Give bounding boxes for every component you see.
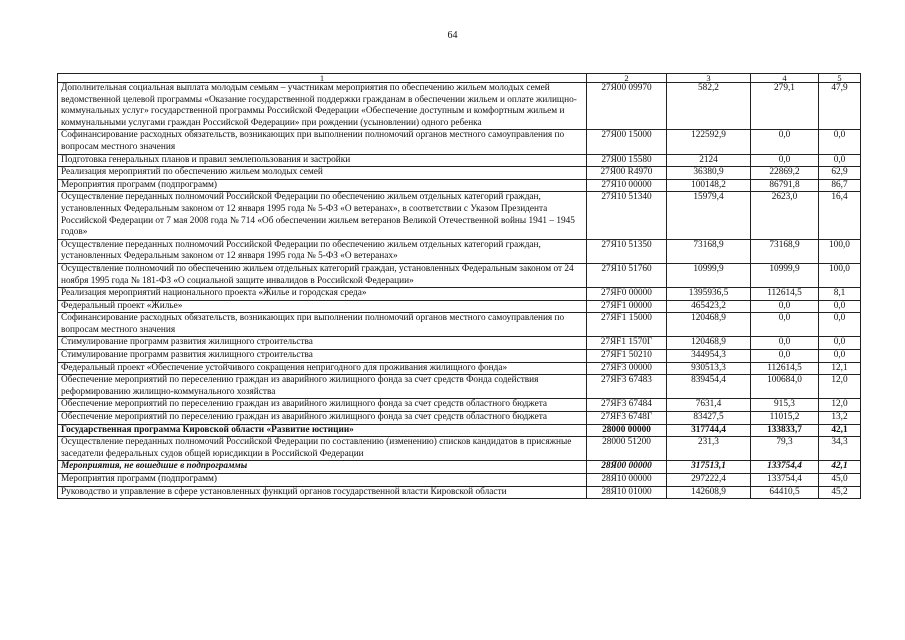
row-code-cell: 27Я00 15580 xyxy=(587,154,667,167)
table-row xyxy=(58,399,861,412)
row-name-cell: Федеральный проект «Обеспечение устойчивого сокращения непригодного для проживания жилищного фонда» xyxy=(58,362,587,375)
table-row xyxy=(58,154,861,167)
row-code-cell: 28000 51200 xyxy=(587,437,667,461)
column-header-2: 2 xyxy=(587,74,667,83)
row-code-cell: 27ЯF3 00000 xyxy=(587,362,667,375)
row-value-col4: 79,3 xyxy=(751,437,819,461)
page-number: 64 xyxy=(447,30,458,41)
row-value-col4: 0,0 xyxy=(751,300,819,313)
column-header-4: 4 xyxy=(751,74,819,83)
table-row xyxy=(58,130,861,154)
row-value-col3: 839454,4 xyxy=(667,375,751,399)
row-value-col3: 930513,3 xyxy=(667,362,751,375)
row-value-col5: 45,2 xyxy=(819,486,861,499)
row-code-cell: 27ЯF3 6748Г xyxy=(587,412,667,425)
row-code-cell: 27Я00 15000 xyxy=(587,130,667,154)
row-name-cell: Реализация мероприятий по обеспечению жильем молодых семей xyxy=(58,167,587,180)
row-value-col4: 100684,0 xyxy=(751,375,819,399)
table-row xyxy=(58,412,861,425)
row-name-cell: Стимулирование программ развития жилищного строительства xyxy=(58,350,587,363)
row-name-cell: Мероприятия программ (подпрограмм) xyxy=(58,474,587,487)
row-value-col5: 16,4 xyxy=(819,192,861,239)
row-value-col4: 10999,9 xyxy=(751,263,819,287)
row-value-col5: 42,1 xyxy=(819,461,861,474)
row-value-col3: 1395936,5 xyxy=(667,288,751,301)
row-code-cell: 27ЯF0 00000 xyxy=(587,288,667,301)
table-row xyxy=(58,375,861,399)
row-value-col5: 0,0 xyxy=(819,130,861,154)
row-code-cell: 28Я00 00000 xyxy=(587,461,667,474)
row-code-cell: 27Я00 R4970 xyxy=(587,167,667,180)
table-header-row xyxy=(58,74,861,83)
column-header-1: 1 xyxy=(58,74,587,83)
row-value-col4: 0,0 xyxy=(751,313,819,337)
table-row xyxy=(58,461,861,474)
row-value-col4: 0,0 xyxy=(751,337,819,350)
row-value-col3: 15979,4 xyxy=(667,192,751,239)
row-value-col5: 100,0 xyxy=(819,239,861,263)
table-row xyxy=(58,337,861,350)
row-name-cell: Руководство и управление в сфере установленных функций органов государственной власти Кировской области xyxy=(58,486,587,499)
row-value-col5: 8,1 xyxy=(819,288,861,301)
row-name-cell: Осуществление переданных полномочий Российской Федерации по обеспечению жильем отдельных категорий граждан, установленных Федеральным законом от 12 января 1995 года № 5-ФЗ «О ветеранах», в соответствии с Указом Президента Российской Федерации от 7 мая 2008 года № 714 «Об обеспечении жильем ветеранов Великой Отечественной войны 1941 – 1945 годов» xyxy=(58,192,587,239)
table-body xyxy=(58,83,861,499)
row-code-cell: 27ЯF1 50210 xyxy=(587,350,667,363)
row-code-cell: 27Я10 51350 xyxy=(587,239,667,263)
row-value-col4: 73168,9 xyxy=(751,239,819,263)
row-code-cell: 27ЯF3 67483 xyxy=(587,375,667,399)
row-code-cell: 27Я10 00000 xyxy=(587,179,667,192)
table-row xyxy=(58,263,861,287)
row-value-col4: 64410,5 xyxy=(751,486,819,499)
row-value-col3: 582,2 xyxy=(667,83,751,130)
row-value-col5: 12,0 xyxy=(819,375,861,399)
row-value-col5: 45,0 xyxy=(819,474,861,487)
column-header-3: 3 xyxy=(667,74,751,83)
table-row xyxy=(58,288,861,301)
row-value-col3: 100148,2 xyxy=(667,179,751,192)
row-value-col5: 0,0 xyxy=(819,313,861,337)
table-row xyxy=(58,437,861,461)
row-value-col5: 100,0 xyxy=(819,263,861,287)
row-name-cell: Обеспечение мероприятий по переселению граждан из аварийного жилищного фонда за счет средств областного бюджета xyxy=(58,412,587,425)
row-name-cell: Дополнительная социальная выплата молодым семьям – участникам мероприятия по обеспечению жильем молодых семей ведомственной целевой программы «Оказание государственной поддержки гражданам в обеспечении жильем и оплате жилищно-коммунальных услуг» государственной программы Российской Федерации «Обеспечение доступным и комфортным жильем и коммунальными услугами граждан Российской Федерации» при рождении (усыновлении) одного ребенка xyxy=(58,83,587,130)
row-value-col4: 133754,4 xyxy=(751,474,819,487)
row-value-col3: 231,3 xyxy=(667,437,751,461)
table-row xyxy=(58,167,861,180)
row-name-cell: Мероприятия программ (подпрограмм) xyxy=(58,179,587,192)
row-value-col4: 22869,2 xyxy=(751,167,819,180)
row-value-col4: 2623,0 xyxy=(751,192,819,239)
row-value-col4: 112614,5 xyxy=(751,288,819,301)
table-row xyxy=(58,313,861,337)
row-code-cell: 27ЯF3 67484 xyxy=(587,399,667,412)
row-value-col5: 62,9 xyxy=(819,167,861,180)
row-name-cell: Подготовка генеральных планов и правил землепользования и застройки xyxy=(58,154,587,167)
row-value-col3: 344954,3 xyxy=(667,350,751,363)
row-value-col3: 7631,4 xyxy=(667,399,751,412)
table-row xyxy=(58,300,861,313)
row-value-col5: 0,0 xyxy=(819,350,861,363)
table-row xyxy=(58,239,861,263)
row-value-col3: 36380,9 xyxy=(667,167,751,180)
table-row xyxy=(58,83,861,130)
row-value-col3: 73168,9 xyxy=(667,239,751,263)
row-value-col3: 2124 xyxy=(667,154,751,167)
row-value-col5: 34,3 xyxy=(819,437,861,461)
row-value-col5: 47,9 xyxy=(819,83,861,130)
row-code-cell: 27ЯF1 00000 xyxy=(587,300,667,313)
row-value-col5: 0,0 xyxy=(819,154,861,167)
row-value-col5: 13,2 xyxy=(819,412,861,425)
row-code-cell: 27Я10 51340 xyxy=(587,192,667,239)
column-header-5: 5 xyxy=(819,74,861,83)
row-value-col3: 10999,9 xyxy=(667,263,751,287)
row-value-col4: 0,0 xyxy=(751,154,819,167)
table-row xyxy=(58,192,861,239)
row-value-col5: 0,0 xyxy=(819,300,861,313)
row-name-cell: Стимулирование программ развития жилищного строительства xyxy=(58,337,587,350)
row-value-col5: 0,0 xyxy=(819,337,861,350)
row-name-cell: Федеральный проект «Жилье» xyxy=(58,300,587,313)
row-code-cell: 27ЯF1 15000 xyxy=(587,313,667,337)
row-name-cell: Обеспечение мероприятий по переселению граждан из аварийного жилищного фонда за счет средств Фонда содействия реформированию жилищно-коммунального хозяйства xyxy=(58,375,587,399)
row-name-cell: Осуществление полномочий по обеспечению жильем отдельных категорий граждан, установленных Федеральным законом от 24 ноября 1995 года № 181-ФЗ «О социальной защите инвалидов в Российской Федерации» xyxy=(58,263,587,287)
row-value-col4: 915,3 xyxy=(751,399,819,412)
row-value-col5: 86,7 xyxy=(819,179,861,192)
row-value-col5: 12,1 xyxy=(819,362,861,375)
row-name-cell: Обеспечение мероприятий по переселению граждан из аварийного жилищного фонда за счет средств областного бюджета xyxy=(58,399,587,412)
row-value-col4: 11015,2 xyxy=(751,412,819,425)
row-code-cell: 27ЯF1 1570Г xyxy=(587,337,667,350)
row-name-cell: Софинансирование расходных обязательств, возникающих при выполнении полномочий органов местного самоуправления по вопросам местного значения xyxy=(58,313,587,337)
budget-table xyxy=(57,73,861,499)
row-name-cell: Софинансирование расходных обязательств, возникающих при выполнении полномочий органов местного самоуправления по вопросам местного значения xyxy=(58,130,587,154)
table-row xyxy=(58,362,861,375)
row-value-col3: 83427,5 xyxy=(667,412,751,425)
row-code-cell: 27Я00 09970 xyxy=(587,83,667,130)
row-code-cell: 27Я10 51760 xyxy=(587,263,667,287)
table-row xyxy=(58,179,861,192)
row-value-col4: 133754,4 xyxy=(751,461,819,474)
row-value-col3: 317744,4 xyxy=(667,424,751,437)
row-value-col4: 0,0 xyxy=(751,350,819,363)
row-name-cell: Реализация мероприятий национального проекта «Жилье и городская среда» xyxy=(58,288,587,301)
row-name-cell: Мероприятия, не вошедшие в подпрограммы xyxy=(58,461,587,474)
row-value-col5: 42,1 xyxy=(819,424,861,437)
row-value-col3: 465423,2 xyxy=(667,300,751,313)
table-row xyxy=(58,486,861,499)
row-name-cell: Осуществление переданных полномочий Российской Федерации по обеспечению жильем отдельных категорий граждан, установленных Федеральным законом от 12 января 1995 года № 5-ФЗ «О ветеранах» xyxy=(58,239,587,263)
row-value-col4: 133833,7 xyxy=(751,424,819,437)
row-value-col3: 120468,9 xyxy=(667,313,751,337)
table-row xyxy=(58,350,861,363)
row-value-col3: 297222,4 xyxy=(667,474,751,487)
row-code-cell: 28Я10 00000 xyxy=(587,474,667,487)
row-code-cell: 28Я10 01000 xyxy=(587,486,667,499)
row-name-cell: Осуществление переданных полномочий Российской Федерации по составлению (изменению) списков кандидатов в присяжные заседатели федеральных судов общей юрисдикции в Российской Федерации xyxy=(58,437,587,461)
row-value-col3: 142608,9 xyxy=(667,486,751,499)
row-value-col3: 122592,9 xyxy=(667,130,751,154)
row-value-col4: 0,0 xyxy=(751,130,819,154)
row-value-col4: 279,1 xyxy=(751,83,819,130)
row-value-col4: 112614,5 xyxy=(751,362,819,375)
row-value-col4: 86791,8 xyxy=(751,179,819,192)
table-row xyxy=(58,474,861,487)
row-value-col3: 317513,1 xyxy=(667,461,751,474)
row-name-cell: Государственная программа Кировской области «Развитие юстиции» xyxy=(58,424,587,437)
row-value-col5: 12,0 xyxy=(819,399,861,412)
table-row xyxy=(58,424,861,437)
row-code-cell: 28000 00000 xyxy=(587,424,667,437)
row-value-col3: 120468,9 xyxy=(667,337,751,350)
